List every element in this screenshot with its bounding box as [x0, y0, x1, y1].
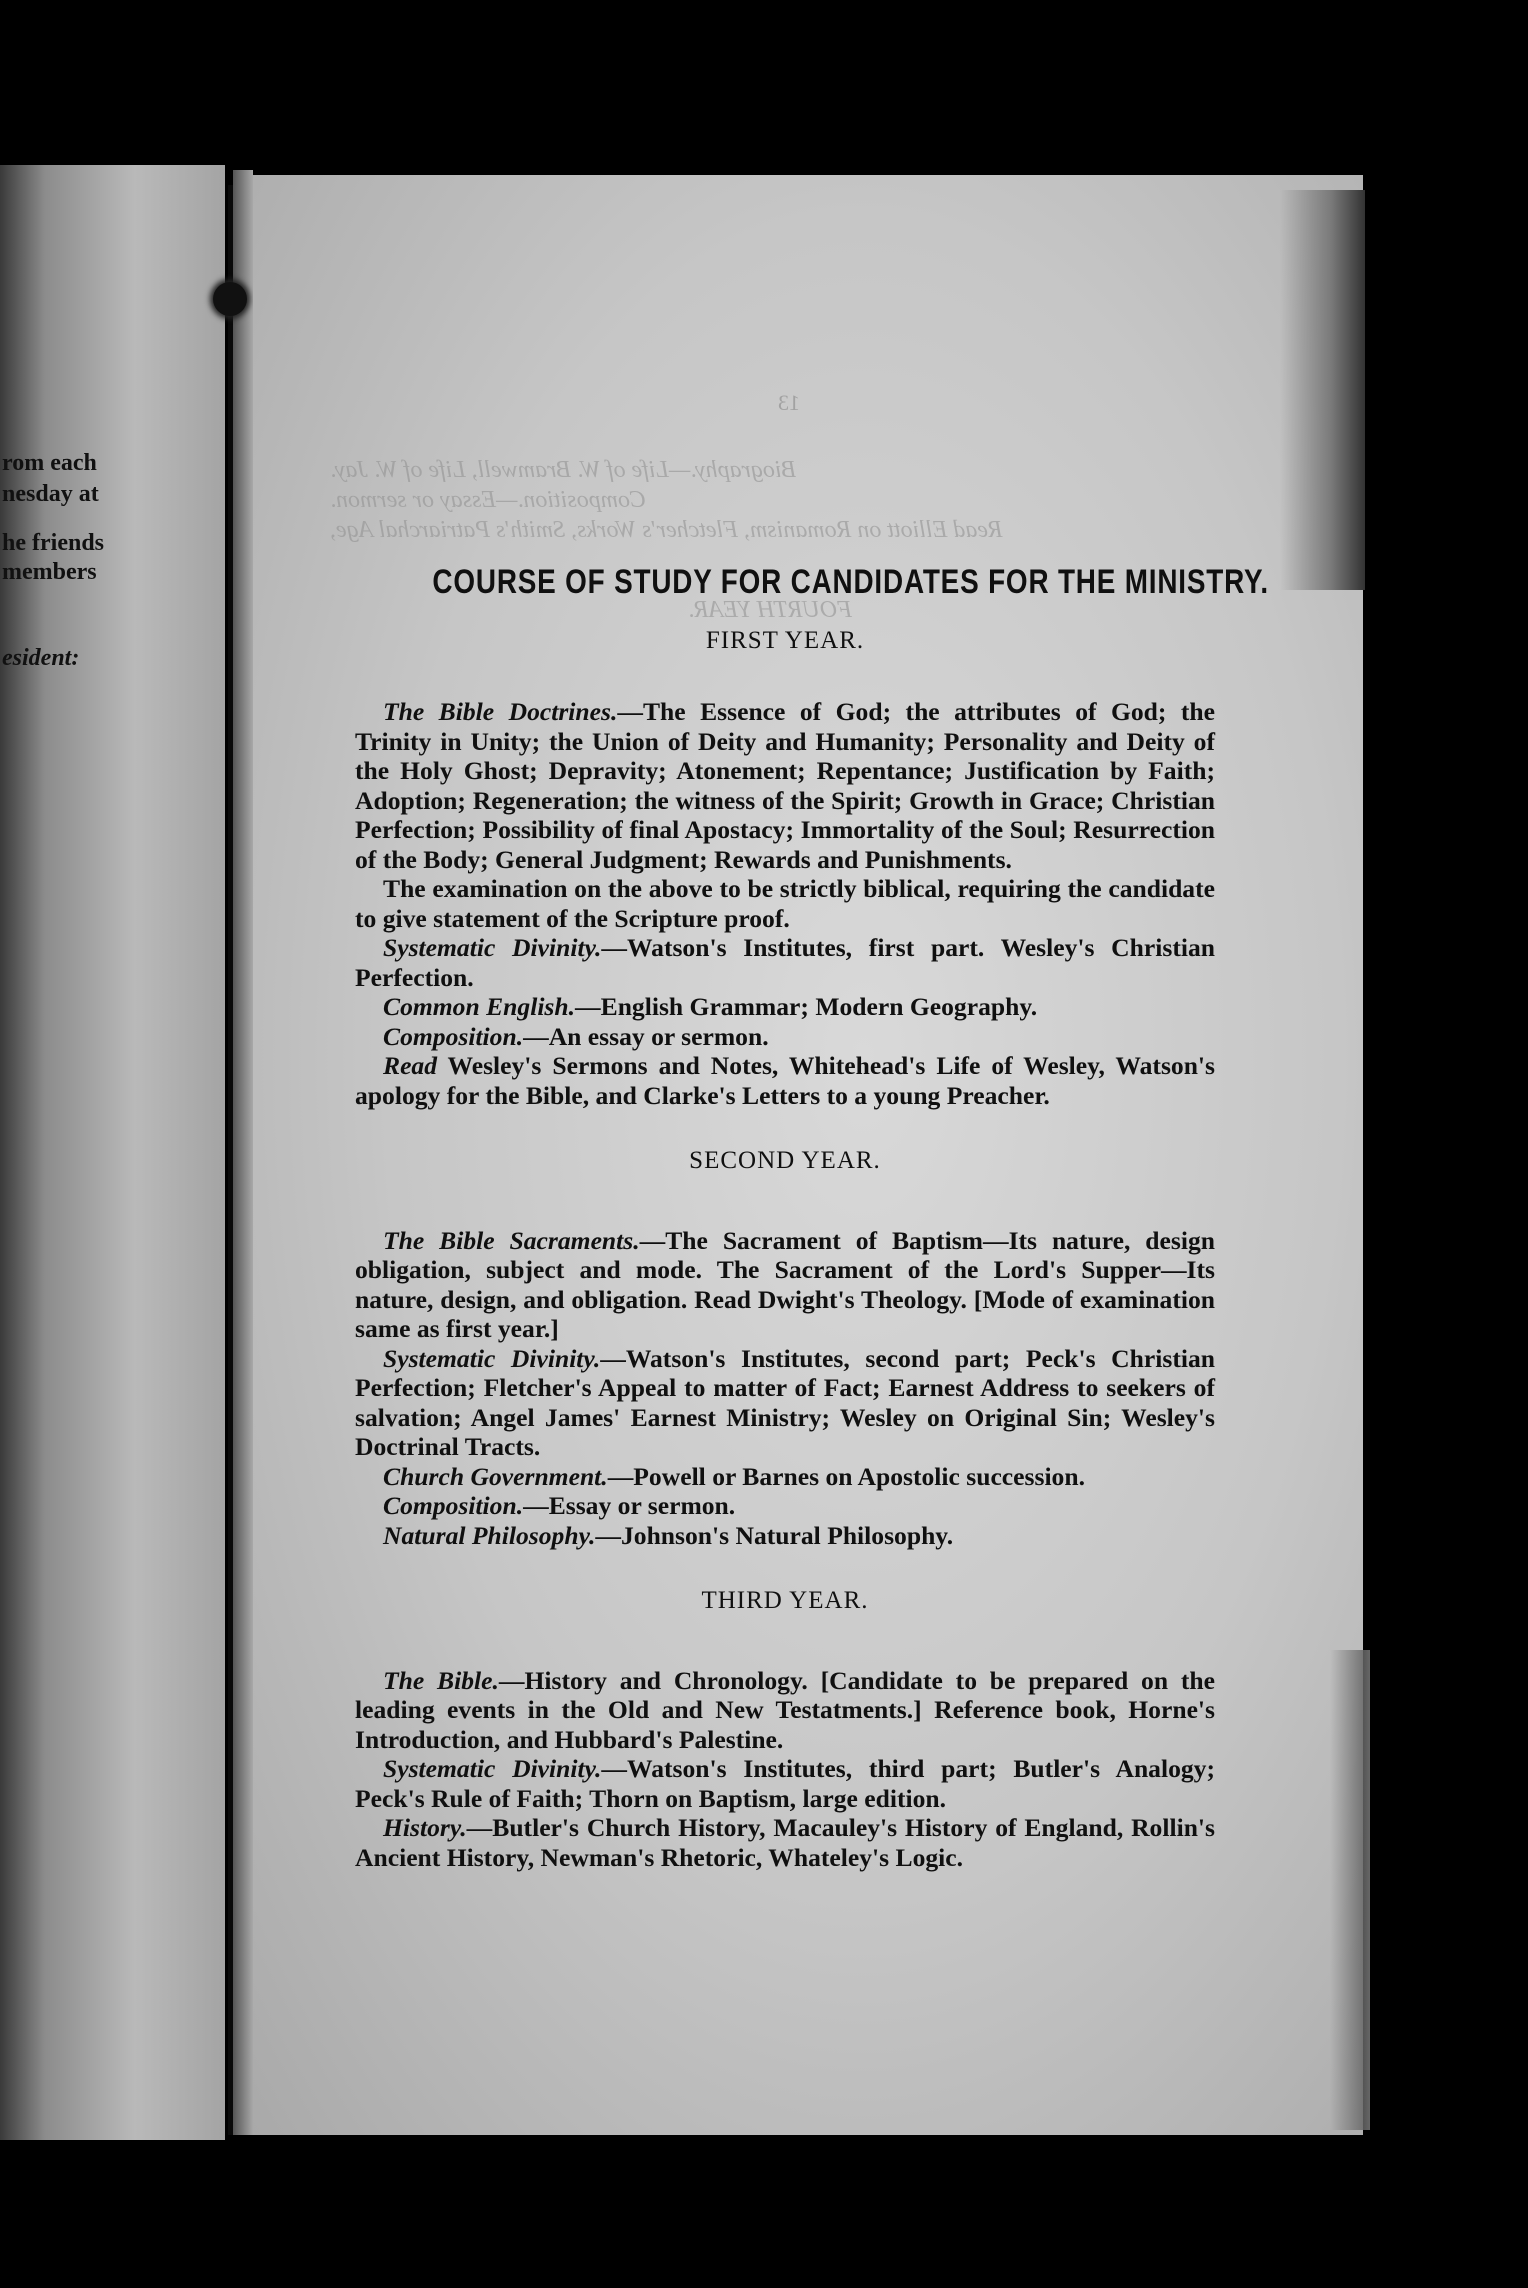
- paragraph-text: —The Essence of God; the attributes of God; the Trinity in Unity; the Union of Deity and Humanity; Personality and Deity of the Holy Ghost; Depravity; Atonement; Repentance; Justification by Faith; Adoption; Regeneration; the witness of the Spirit; Growth in Grace; Christian Perfection; Possibility of final Apostacy; Immortality of the Soul; Resurrection of the Body; General Judgment; Rewards and Punishments.: [355, 697, 1216, 874]
- paragraph-lead: The Bible Doctrines.: [383, 697, 618, 726]
- bleed-line: FOURTH YEAR.: [688, 597, 852, 623]
- document-body: [355, 563, 1269, 1872]
- paragraph-lead: The Bible Sacraments.: [383, 1225, 640, 1255]
- paragraph: [355, 1754, 1215, 1813]
- paragraph-lead: Natural Philosophy.: [383, 1520, 596, 1550]
- left-fragment: esident:: [2, 645, 80, 671]
- paragraph-text: —Powell or Barnes on Apostolic succession.: [607, 1461, 1085, 1491]
- paragraph-text: —The Sacrament of Baptism—Its nature, design obligation, subject and mode. The Sacrament of the Lord's Supper—Its nature, design, and obligation. Read Dwight's Theology. [Mode of examination same as first year.]: [355, 1225, 1215, 1343]
- paragraph-lead: Composition.: [383, 1491, 524, 1520]
- paragraph: [355, 1666, 1215, 1755]
- paragraph-text: —Watson's Institutes, second part; Peck's Christian Perfection; Fletcher's Appeal to matter of Fact; Earnest Address to seekers of salvation; Angel James' Earnest Ministry; Wesley on Original Sin; Wesley's Doctrinal Tracts.: [355, 1343, 1215, 1461]
- paragraph: [355, 1051, 1215, 1110]
- page-edge-shadow: [1330, 1650, 1370, 2130]
- page-title: COURSE OF STUDY FOR CANDIDATES FOR THE MINISTRY.: [432, 563, 1269, 601]
- paragraph-text: The examination on the above to be strictly biblical, requiring the candidate to give statement of the Scripture proof.: [355, 874, 1215, 933]
- left-facing-page: [0, 165, 225, 2140]
- paragraph: [355, 1462, 1215, 1492]
- paragraph: [355, 874, 1215, 933]
- paragraph-lead: Common English.: [383, 992, 576, 1021]
- bleed-line: Read Elliott on Romanism, Fletcher's Works, Smith's Patriarchal Age,: [330, 517, 1003, 543]
- paragraph-lead: Systematic Divinity.: [383, 933, 602, 962]
- paragraph-text: —English Grammar; Modern Geography.: [575, 992, 1038, 1021]
- section-heading-first-year: FIRST YEAR.: [705, 626, 865, 654]
- paragraph: [355, 1521, 1215, 1551]
- paragraph: [355, 1226, 1215, 1344]
- ink-blot: [213, 282, 247, 316]
- page-edge-shadow: [1280, 190, 1365, 590]
- paragraph-text: —Watson's Institutes, first part. Wesley's Christian Perfection.: [355, 933, 1215, 992]
- paragraph-lead: History.: [383, 1813, 467, 1842]
- bleed-page-number: 13: [778, 390, 800, 415]
- paragraph-lead: Systematic Divinity.: [383, 1754, 602, 1783]
- paragraph-lead: Composition.: [383, 1021, 524, 1051]
- paragraph-lead: Church Government.: [383, 1461, 608, 1491]
- bleed-line: Biography.—Life of W. Bramwell, Life of W. Jay.: [330, 457, 797, 483]
- paragraph-text: —Johnson's Natural Philosophy.: [595, 1520, 954, 1550]
- gutter-shadow: [233, 170, 253, 2135]
- paragraph-text: —History and Chronology. [Candidate to be prepared on the leading events in the Old and New Testatments.] Reference book, Horne's Introduction, and Hubbard's Palestine.: [355, 1665, 1215, 1754]
- paragraph-text: —An essay or sermon.: [523, 1021, 769, 1051]
- paragraph-text: Wesley's Sermons and Notes, Whitehead's Life of Wesley, Watson's apology for the Bible, and Clarke's Letters to a young Preacher.: [355, 1051, 1215, 1110]
- paragraph-lead: Read: [383, 1051, 438, 1080]
- paragraph-lead: Systematic Divinity.: [383, 1343, 601, 1373]
- section-heading-second-year: SECOND YEAR.: [689, 1147, 881, 1174]
- paragraph: [355, 1022, 1215, 1052]
- paragraph: [355, 1344, 1215, 1462]
- section-heading-third-year: THIRD YEAR.: [701, 1587, 869, 1614]
- paragraph: [355, 933, 1215, 992]
- paragraph-text: —Watson's Institutes, third part; Butler's Analogy; Peck's Rule of Faith; Thorn on Baptism, large edition.: [355, 1754, 1215, 1813]
- paragraph-lead: The Bible.: [383, 1665, 499, 1695]
- paragraph-text: —Butler's Church History, Macauley's History of England, Rollin's Ancient History, Newman's Rhetoric, Whateley's Logic.: [355, 1813, 1215, 1872]
- bleed-line: Composition.—Essay or sermon.: [330, 487, 647, 513]
- left-fragment: he friends: [2, 530, 104, 556]
- left-fragment: rom each: [2, 450, 97, 476]
- paragraph: [355, 1813, 1215, 1872]
- paragraph-text: —Essay or sermon.: [523, 1491, 736, 1520]
- paragraph: [355, 697, 1215, 874]
- left-fragment: nesday at: [2, 481, 99, 507]
- paragraph: [355, 992, 1215, 1022]
- left-fragment: members: [2, 559, 97, 585]
- paragraph: [355, 1491, 1215, 1521]
